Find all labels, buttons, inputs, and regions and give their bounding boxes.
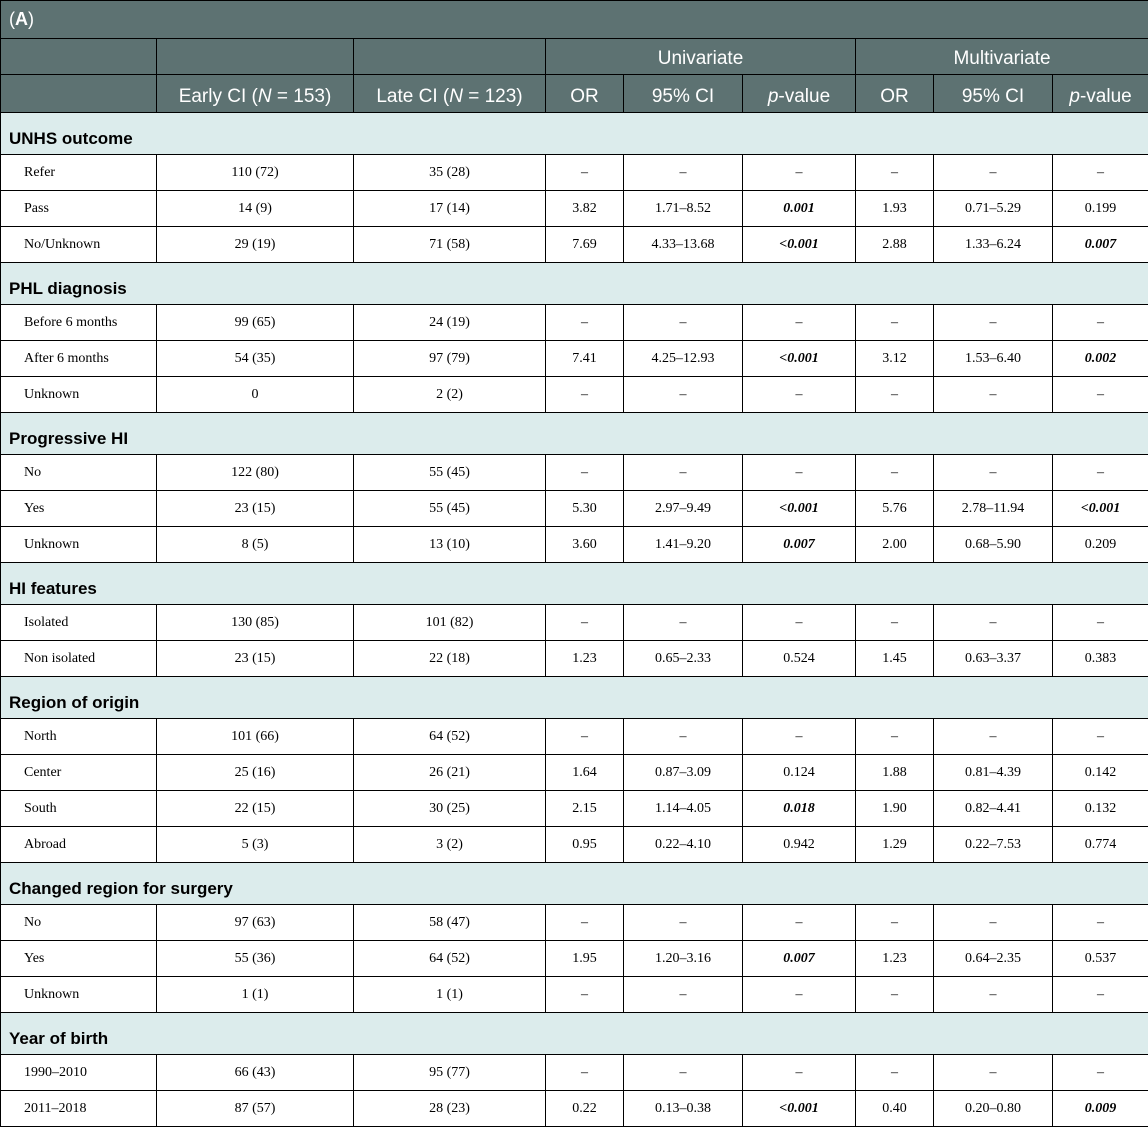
late-ci-cell: 17 (14): [354, 191, 546, 227]
uni-p-cell: –: [743, 455, 856, 491]
uni-or-cell: 7.41: [546, 341, 624, 377]
multi-ci-cell: –: [934, 305, 1053, 341]
row-label: Pass: [1, 191, 157, 227]
early-ci-cell: 23 (15): [157, 491, 354, 527]
uni-or-cell: 2.15: [546, 791, 624, 827]
multi-or-cell: –: [856, 305, 934, 341]
multi-p-cell: –: [1053, 605, 1148, 641]
late-ci-cell: 101 (82): [354, 605, 546, 641]
uni-ci-cell: –: [624, 605, 743, 641]
late-ci-cell: 64 (52): [354, 941, 546, 977]
table-row: [1, 341, 1148, 377]
multi-p-cell: –: [1053, 305, 1148, 341]
late-ci-cell: 55 (45): [354, 455, 546, 491]
table-row: [1, 605, 1148, 641]
uni-or-cell: 7.69: [546, 227, 624, 263]
table-row: [1, 1055, 1148, 1091]
uni-ci-cell: 1.14–4.05: [624, 791, 743, 827]
multi-p-cell: <0.001: [1053, 491, 1148, 527]
multi-p-cell: –: [1053, 377, 1148, 413]
uni-or-cell: –: [546, 1055, 624, 1091]
uni-p-cell: –: [743, 1055, 856, 1091]
multi-p-cell: 0.007: [1053, 227, 1148, 263]
column-header-row: [1, 75, 1148, 113]
multi-ci-cell: –: [934, 1055, 1053, 1091]
table-row: [1, 227, 1148, 263]
table-row: [1, 641, 1148, 677]
multi-p-cell: 0.774: [1053, 827, 1148, 863]
univariate-header: Univariate: [546, 39, 856, 75]
late-ci-cell: 95 (77): [354, 1055, 546, 1091]
section-header-row: [1, 413, 1148, 455]
late-ci-cell: 26 (21): [354, 755, 546, 791]
multi-ci-cell: 0.64–2.35: [934, 941, 1053, 977]
row-label: Yes: [1, 491, 157, 527]
uni-p-cell: –: [743, 977, 856, 1013]
uni-p-cell: <0.001: [743, 1091, 856, 1127]
early-ci-cell: 66 (43): [157, 1055, 354, 1091]
section-title: Year of birth: [1, 1013, 1148, 1055]
row-label: Refer: [1, 155, 157, 191]
late-ci-cell: 22 (18): [354, 641, 546, 677]
multi-or-cell: 1.29: [856, 827, 934, 863]
uni-or-cell: –: [546, 155, 624, 191]
table-row: [1, 755, 1148, 791]
multi-p-cell: –: [1053, 719, 1148, 755]
uni-p-cell: 0.524: [743, 641, 856, 677]
late-ci-header: Late CI (N = 123): [354, 75, 546, 113]
uni-ci-cell: 0.13–0.38: [624, 1091, 743, 1127]
uni-p-cell: –: [743, 305, 856, 341]
uni-p-cell: –: [743, 605, 856, 641]
row-label: No: [1, 455, 157, 491]
late-ci-cell: 35 (28): [354, 155, 546, 191]
multi-or-cell: –: [856, 905, 934, 941]
uni-ci-cell: –: [624, 905, 743, 941]
section-header-row: [1, 563, 1148, 605]
late-ci-cell: 55 (45): [354, 491, 546, 527]
uni-p-header: p-value: [743, 75, 856, 113]
multi-or-cell: 2.88: [856, 227, 934, 263]
multi-or-cell: 1.90: [856, 791, 934, 827]
multi-p-cell: 0.199: [1053, 191, 1148, 227]
section-title: PHL diagnosis: [1, 263, 1148, 305]
multi-ci-cell: 1.53–6.40: [934, 341, 1053, 377]
multi-or-cell: –: [856, 719, 934, 755]
row-label: Non isolated: [1, 641, 157, 677]
multi-ci-cell: –: [934, 977, 1053, 1013]
section-title: Changed region for surgery: [1, 863, 1148, 905]
uni-ci-cell: 1.20–3.16: [624, 941, 743, 977]
uni-p-cell: 0.018: [743, 791, 856, 827]
early-ci-cell: 29 (19): [157, 227, 354, 263]
uni-ci-cell: –: [624, 377, 743, 413]
table-row: [1, 455, 1148, 491]
early-ci-cell: 122 (80): [157, 455, 354, 491]
late-ci-cell: 71 (58): [354, 227, 546, 263]
row-label: Abroad: [1, 827, 157, 863]
row-label: No/Unknown: [1, 227, 157, 263]
early-ci-cell: 0: [157, 377, 354, 413]
uni-or-cell: –: [546, 305, 624, 341]
uni-p-cell: 0.942: [743, 827, 856, 863]
multi-or-cell: –: [856, 455, 934, 491]
multi-ci-cell: –: [934, 605, 1053, 641]
late-ci-cell: 30 (25): [354, 791, 546, 827]
multi-p-cell: –: [1053, 977, 1148, 1013]
multi-ci-cell: –: [934, 719, 1053, 755]
section-title: UNHS outcome: [1, 113, 1148, 155]
multi-ci-cell: 0.68–5.90: [934, 527, 1053, 563]
row-label: South: [1, 791, 157, 827]
section-title: Region of origin: [1, 677, 1148, 719]
section-title: Progressive HI: [1, 413, 1148, 455]
uni-ci-cell: 1.41–9.20: [624, 527, 743, 563]
uni-or-cell: –: [546, 605, 624, 641]
early-ci-header: Early CI (N = 153): [157, 75, 354, 113]
uni-or-cell: 0.95: [546, 827, 624, 863]
section-header-row: [1, 1013, 1148, 1055]
table-row: [1, 527, 1148, 563]
uni-or-cell: 1.64: [546, 755, 624, 791]
uni-or-cell: 3.82: [546, 191, 624, 227]
header-blank-2: [157, 39, 354, 75]
multi-ci-cell: 2.78–11.94: [934, 491, 1053, 527]
table-row: [1, 719, 1148, 755]
late-ci-cell: 3 (2): [354, 827, 546, 863]
multi-or-cell: 5.76: [856, 491, 934, 527]
header-blank-1: [1, 39, 157, 75]
uni-ci-cell: –: [624, 1055, 743, 1091]
multi-or-cell: 0.40: [856, 1091, 934, 1127]
early-ci-cell: 101 (66): [157, 719, 354, 755]
uni-p-cell: 0.001: [743, 191, 856, 227]
uni-ci-cell: –: [624, 305, 743, 341]
row-label: 1990–2010: [1, 1055, 157, 1091]
uni-p-cell: 0.007: [743, 941, 856, 977]
multi-ci-cell: –: [934, 905, 1053, 941]
multi-or-cell: 1.23: [856, 941, 934, 977]
early-ci-cell: 130 (85): [157, 605, 354, 641]
uni-or-cell: –: [546, 977, 624, 1013]
multi-or-cell: 1.88: [856, 755, 934, 791]
table-row: [1, 377, 1148, 413]
table-row: [1, 491, 1148, 527]
uni-ci-header: 95% CI: [624, 75, 743, 113]
multi-or-header: OR: [856, 75, 934, 113]
uni-p-cell: <0.001: [743, 491, 856, 527]
multi-ci-cell: 0.22–7.53: [934, 827, 1053, 863]
uni-or-cell: 3.60: [546, 527, 624, 563]
early-ci-cell: 22 (15): [157, 791, 354, 827]
section-header-row: [1, 677, 1148, 719]
section-header-row: [1, 263, 1148, 305]
uni-or-cell: –: [546, 719, 624, 755]
early-ci-cell: 1 (1): [157, 977, 354, 1013]
group-header-row: [1, 39, 1148, 75]
section-header-row: [1, 113, 1148, 155]
uni-p-cell: –: [743, 377, 856, 413]
multi-ci-cell: –: [934, 155, 1053, 191]
section-title: HI features: [1, 563, 1148, 605]
table-row: [1, 1091, 1148, 1127]
uni-p-cell: –: [743, 905, 856, 941]
multi-p-cell: –: [1053, 1055, 1148, 1091]
row-label: North: [1, 719, 157, 755]
uni-ci-cell: –: [624, 155, 743, 191]
multi-or-cell: –: [856, 977, 934, 1013]
uni-ci-cell: 0.65–2.33: [624, 641, 743, 677]
uni-p-cell: <0.001: [743, 341, 856, 377]
table-row: [1, 941, 1148, 977]
late-ci-cell: 58 (47): [354, 905, 546, 941]
multi-or-cell: 1.45: [856, 641, 934, 677]
table-row: [1, 191, 1148, 227]
uni-ci-cell: 4.33–13.68: [624, 227, 743, 263]
row-label: Unknown: [1, 527, 157, 563]
row-label: Yes: [1, 941, 157, 977]
early-ci-cell: 54 (35): [157, 341, 354, 377]
table-row: [1, 827, 1148, 863]
uni-p-cell: 0.007: [743, 527, 856, 563]
early-ci-cell: 99 (65): [157, 305, 354, 341]
multi-p-cell: 0.209: [1053, 527, 1148, 563]
early-ci-cell: 5 (3): [157, 827, 354, 863]
multi-or-cell: 2.00: [856, 527, 934, 563]
multi-p-header: p-value: [1053, 75, 1148, 113]
early-ci-cell: 110 (72): [157, 155, 354, 191]
table-row: [1, 155, 1148, 191]
section-header-row: [1, 863, 1148, 905]
multi-ci-cell: 0.20–0.80: [934, 1091, 1053, 1127]
row-label: Isolated: [1, 605, 157, 641]
uni-ci-cell: –: [624, 719, 743, 755]
multi-p-cell: –: [1053, 905, 1148, 941]
uni-or-cell: 5.30: [546, 491, 624, 527]
multi-ci-cell: 0.71–5.29: [934, 191, 1053, 227]
late-ci-cell: 97 (79): [354, 341, 546, 377]
late-ci-cell: 1 (1): [354, 977, 546, 1013]
uni-ci-cell: –: [624, 977, 743, 1013]
early-ci-cell: 55 (36): [157, 941, 354, 977]
uni-ci-cell: 4.25–12.93: [624, 341, 743, 377]
uni-ci-cell: 1.71–8.52: [624, 191, 743, 227]
uni-p-cell: <0.001: [743, 227, 856, 263]
early-ci-cell: 23 (15): [157, 641, 354, 677]
multi-or-cell: –: [856, 155, 934, 191]
uni-p-cell: 0.124: [743, 755, 856, 791]
table-row: [1, 977, 1148, 1013]
row-label: Before 6 months: [1, 305, 157, 341]
multi-p-cell: 0.142: [1053, 755, 1148, 791]
table-row: [1, 305, 1148, 341]
early-ci-cell: 25 (16): [157, 755, 354, 791]
early-ci-cell: 97 (63): [157, 905, 354, 941]
multi-p-cell: 0.009: [1053, 1091, 1148, 1127]
table-row: [1, 791, 1148, 827]
uni-or-cell: 1.23: [546, 641, 624, 677]
multi-ci-cell: –: [934, 377, 1053, 413]
multi-or-cell: –: [856, 1055, 934, 1091]
panel-label-row: [1, 1, 1148, 39]
multi-ci-cell: 0.82–4.41: [934, 791, 1053, 827]
multi-or-cell: 3.12: [856, 341, 934, 377]
uni-p-cell: –: [743, 155, 856, 191]
late-ci-cell: 24 (19): [354, 305, 546, 341]
multi-ci-cell: –: [934, 455, 1053, 491]
uni-or-header: OR: [546, 75, 624, 113]
row-label: After 6 months: [1, 341, 157, 377]
row-label: Unknown: [1, 977, 157, 1013]
table-row: [1, 905, 1148, 941]
uni-or-cell: 0.22: [546, 1091, 624, 1127]
early-ci-cell: 8 (5): [157, 527, 354, 563]
multi-p-cell: –: [1053, 455, 1148, 491]
late-ci-cell: 28 (23): [354, 1091, 546, 1127]
uni-or-cell: –: [546, 377, 624, 413]
uni-ci-cell: 0.87–3.09: [624, 755, 743, 791]
uni-or-cell: 1.95: [546, 941, 624, 977]
multi-ci-header: 95% CI: [934, 75, 1053, 113]
multi-p-cell: 0.537: [1053, 941, 1148, 977]
multi-or-cell: 1.93: [856, 191, 934, 227]
table-body: [1, 1, 1148, 1127]
uni-ci-cell: 0.22–4.10: [624, 827, 743, 863]
multi-ci-cell: 0.63–3.37: [934, 641, 1053, 677]
uni-or-cell: –: [546, 905, 624, 941]
late-ci-cell: 64 (52): [354, 719, 546, 755]
row-label: No: [1, 905, 157, 941]
late-ci-cell: 13 (10): [354, 527, 546, 563]
multi-p-cell: 0.002: [1053, 341, 1148, 377]
header-blank-3: [354, 39, 546, 75]
late-ci-cell: 2 (2): [354, 377, 546, 413]
multi-p-cell: –: [1053, 155, 1148, 191]
early-ci-cell: 14 (9): [157, 191, 354, 227]
row-label: Center: [1, 755, 157, 791]
multivariate-header: Multivariate: [856, 39, 1148, 75]
multi-or-cell: –: [856, 377, 934, 413]
multi-ci-cell: 0.81–4.39: [934, 755, 1053, 791]
multi-or-cell: –: [856, 605, 934, 641]
panel-letter: A: [15, 9, 28, 29]
panel-label: (A): [1, 1, 1148, 39]
row-label: 2011–2018: [1, 1091, 157, 1127]
multi-p-cell: 0.132: [1053, 791, 1148, 827]
multi-p-cell: 0.383: [1053, 641, 1148, 677]
uni-ci-cell: –: [624, 455, 743, 491]
uni-ci-cell: 2.97–9.49: [624, 491, 743, 527]
row-label: Unknown: [1, 377, 157, 413]
multi-ci-cell: 1.33–6.24: [934, 227, 1053, 263]
uni-or-cell: –: [546, 455, 624, 491]
early-ci-cell: 87 (57): [157, 1091, 354, 1127]
uni-p-cell: –: [743, 719, 856, 755]
header-variable-blank: [1, 75, 157, 113]
